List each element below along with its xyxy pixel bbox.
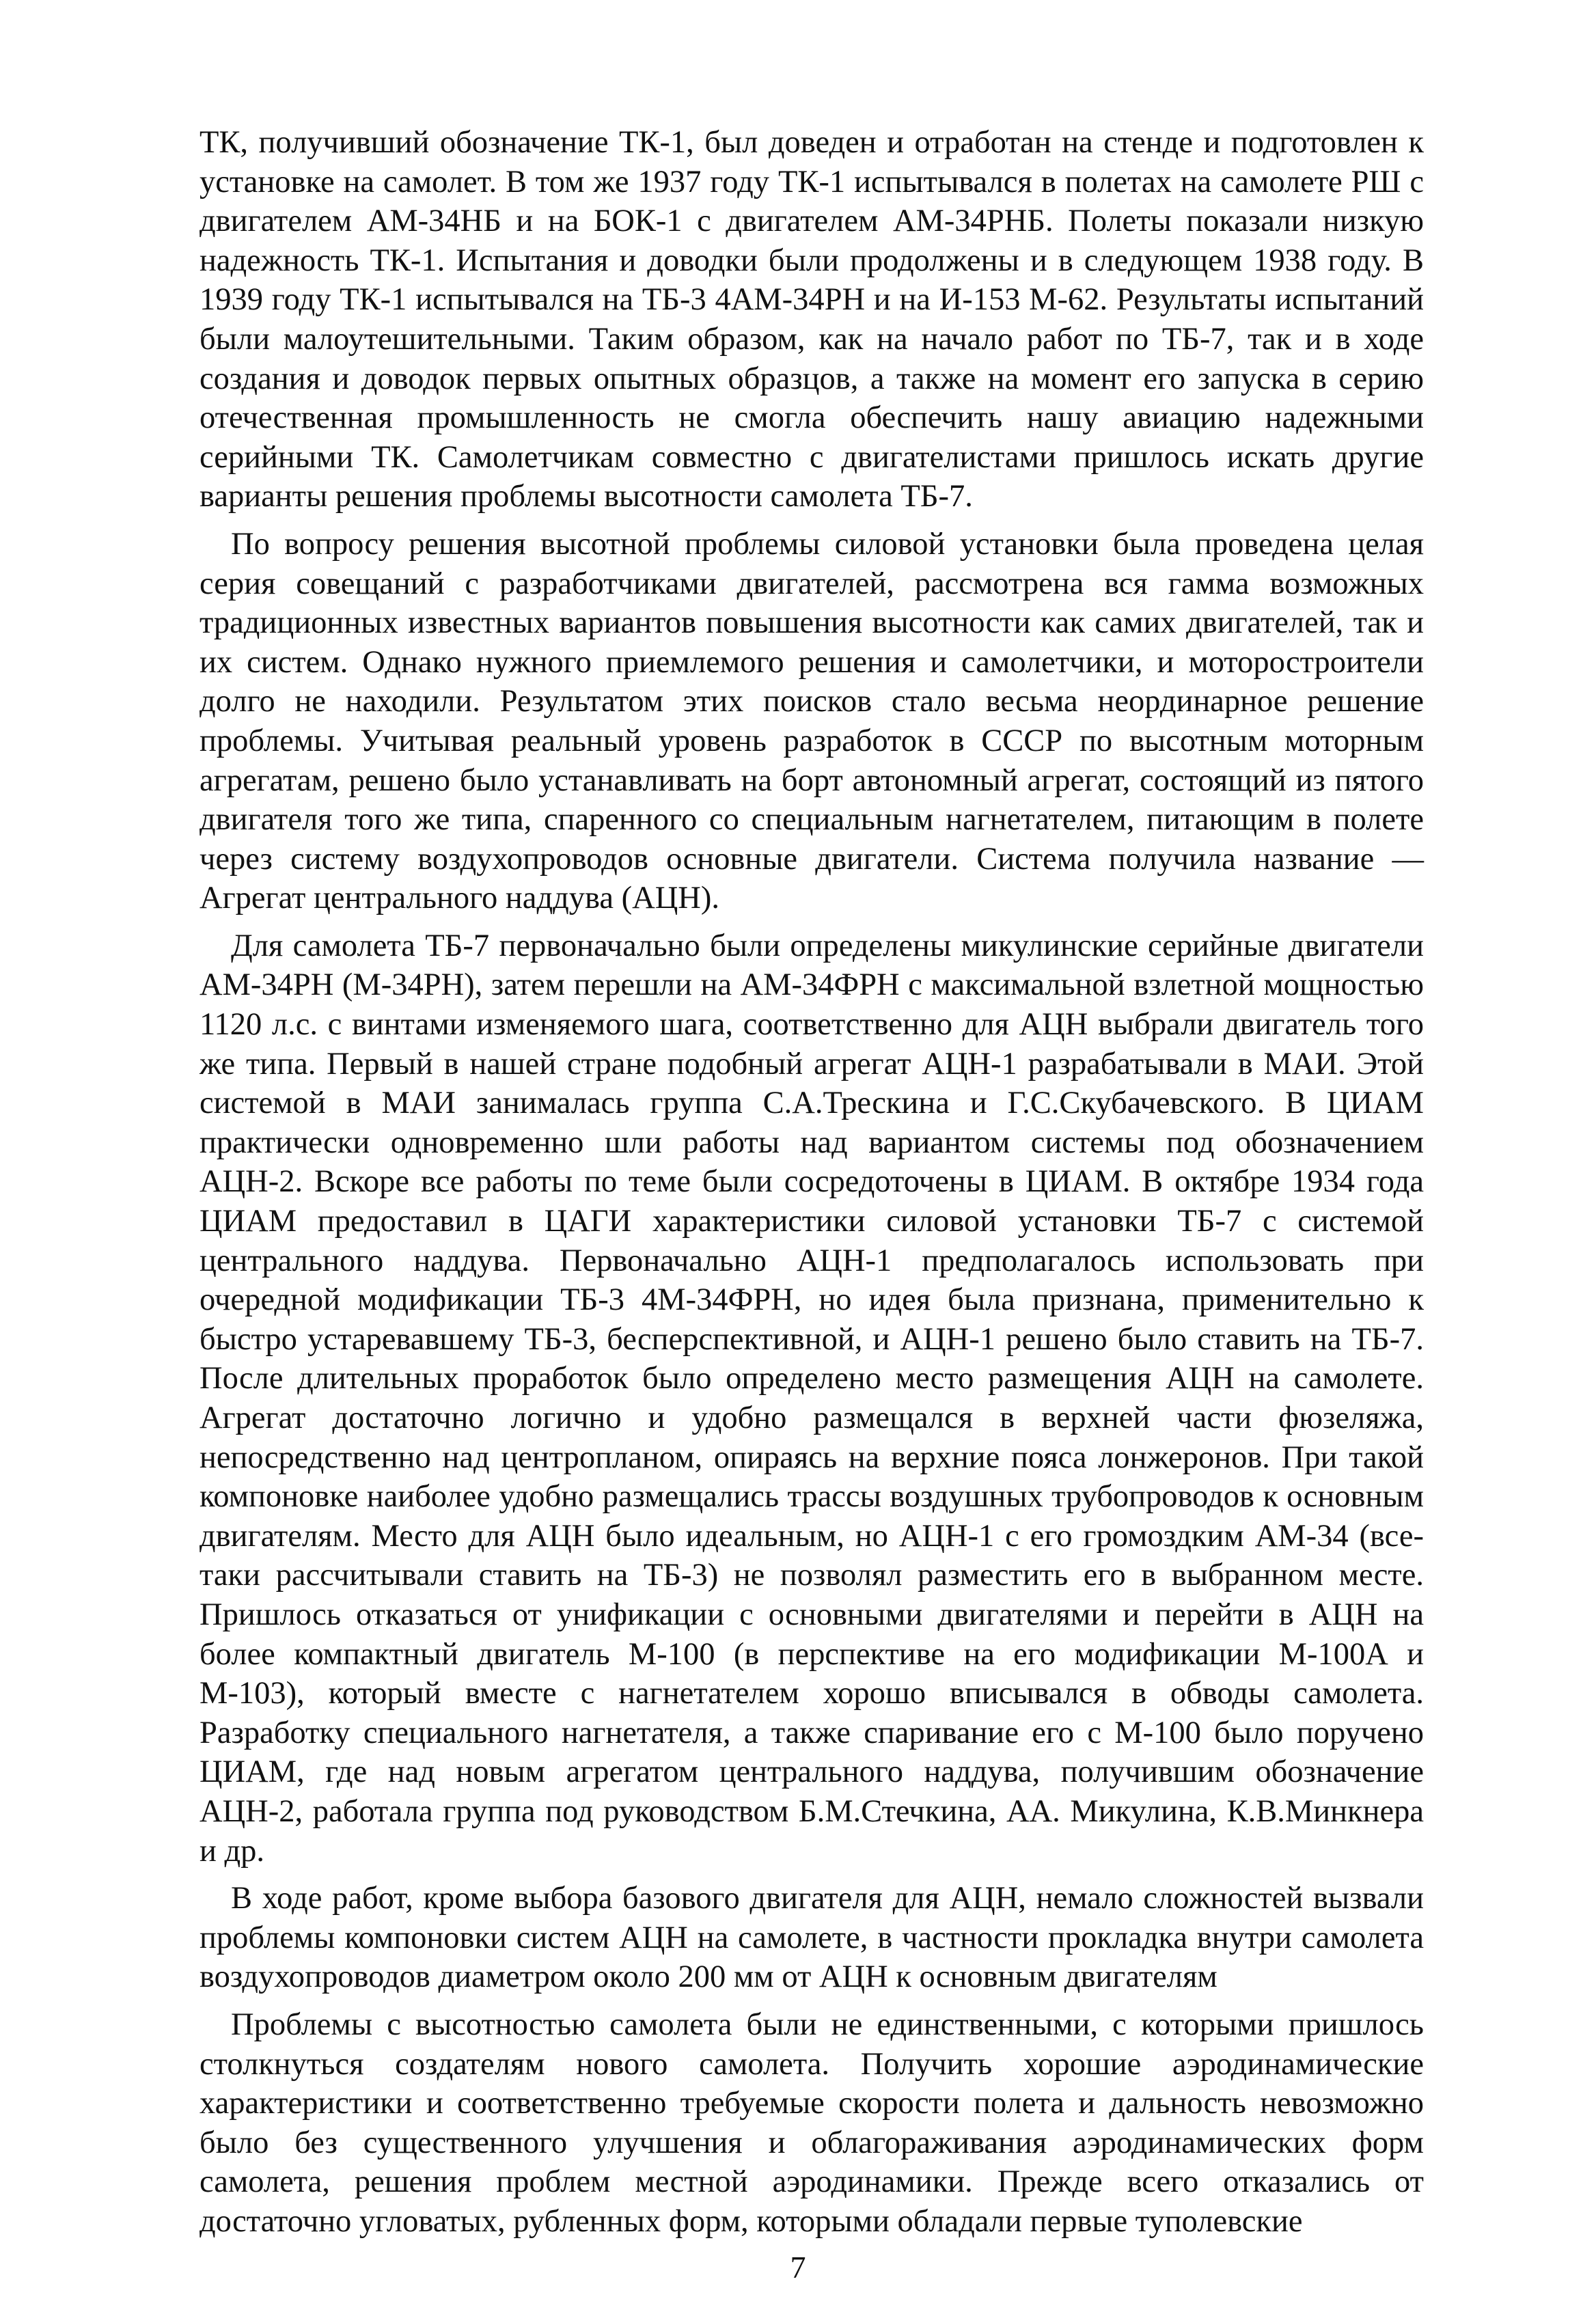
paragraph-3: Для самолета ТБ-7 первоначально были определены микулинские серийные двигатели АМ-34РН (М-34РН), затем перешли на АМ-34ФРН с максимальной взлетной мощностью 1120 л.с. с винтами изменяемого шага, соответственно для АЦН выбрали двигатель того же типа. Первый в нашей стране подобный агрегат АЦН-1 разрабатывали в МАИ. Этой системой в МАИ занималась группа С.А.Трескина и Г.С.Скубачевского. В ЦИАМ практически одновременно шли работы над вариантом системы под обозначением АЦН-2. Вскоре все работы по теме были сосредоточены в ЦИАМ. В октябре 1934 года ЦИАМ предоставил в ЦАГИ характеристики силовой установки ТБ-7 с системой центрального наддува. Первоначально АЦН-1 предполагалось использовать при очередной модификации ТБ-3 4М-34ФРН, но идея была признана, применительно к быстро устаревавшему ТБ-3, бесперспективной, и АЦН-1 решено было ставить на ТБ-7. После длительных проработок было определено место размещения АЦН на самолете. Агрегат достаточно логично и удобно размещался в верхней части фюзеляжа, непосредственно над центропланом, опираясь на верхние пояса лонжеронов. При такой компоновке наиболее удобно размещались трассы воздушных трубопроводов к основным двигателям. Место для АЦН было идеальным, но АЦН-1 с его громоздким АМ-34 (все-таки рассчитывали ставить на ТБ-3) не позволял разместить его в выбранном месте. Пришлось отказаться от унификации с основными двигателями и перейти в АЦН на более компактный двигатель М-100 (в перспективе на его модификации М-100А и М-103), который вместе с нагнетателем хорошо вписывался в обводы самолета. Разработку специального нагнетателя, а также спаривание его с М-100 было поручено ЦИАМ, где над новым агрегатом центрального наддува, получившим обозначение АЦН-2, работала группа под руководством Б.М.Стечкина, АА. Микулина, К.В.Минкнера и др. <box>200 928 1424 1869</box>
paragraph-5: Проблемы с высотностью самолета были не единственными, с которыми пришлось столкнуться создателям нового самолета. Получить хорошие аэродинамические характеристики и соответственно требуемые скорости полета и дальность невозможно было без существенного улучшения и облагораживания аэродинамических форм самолета, решения проблем местной аэродинамики. Прежде всего отказались от достаточно угловатых, рубленных форм, которыми обладали первые туполевские <box>200 2007 1424 2239</box>
page-number: 7 <box>790 2250 806 2285</box>
body-text <box>200 123 1424 2249</box>
paragraph-2: По вопросу решения высотной проблемы силовой установки была проведена целая серия совещаний с разработчиками двигателей, рассмотрена вся гамма возможных традиционных известных вариантов повышения высотности как самих двигателей, так и их систем. Однако нужного приемлемого решения и самолетчики, и моторостроители долго не находили. Результатом этих поисков стало весьма неординарное решение проблемы. Учитывая реальный уровень разработок в СССР по высотным моторным агрегатам, решено было устанавливать на борт автономный агрегат, состоящий из пятого двигателя того же типа, спаренного со специальным нагнетателем, питающим в полете через систему воздухопроводов основные двигатели. Система получила название — Агрегат центрального наддува (АЦН). <box>200 526 1424 916</box>
paragraph-4: В ходе работ, кроме выбора базового двигателя для АЦН, немало сложностей вызвали проблемы компоновки систем АЦН на самолете, в частности прокладка внутри самолета воздухопроводов диаметром около 200 мм от АЦН к основным двигателям <box>200 1881 1424 1995</box>
paragraph-1: ТК, получивший обозначение ТК-1, был доведен и отработан на стенде и подготовлен к установке на самолет. В том же 1937 году ТК-1 испытывался в полетах на самолете РШ с двигателем АМ-34НБ и на БОК-1 с двигателем АМ-34РНБ. Полеты показали низкую надежность ТК-1. Испытания и доводки были продолжены и в следующем 1938 году. В 1939 году ТК-1 испытывался на ТБ-3 4АМ-34РН и на И-153 М-62. Результаты испытаний были малоутешительными. Таким образом, как на начало работ по ТБ-7, так и в ходе создания и доводок первых опытных образцов, а также на момент его запуска в серию отечественная промышленность не смогла обеспечить нашу авиацию надежными серийными ТК. Самолетчикам совместно с двигателистами пришлось искать другие варианты решения проблемы высотности самолета ТБ-7. <box>200 125 1424 514</box>
